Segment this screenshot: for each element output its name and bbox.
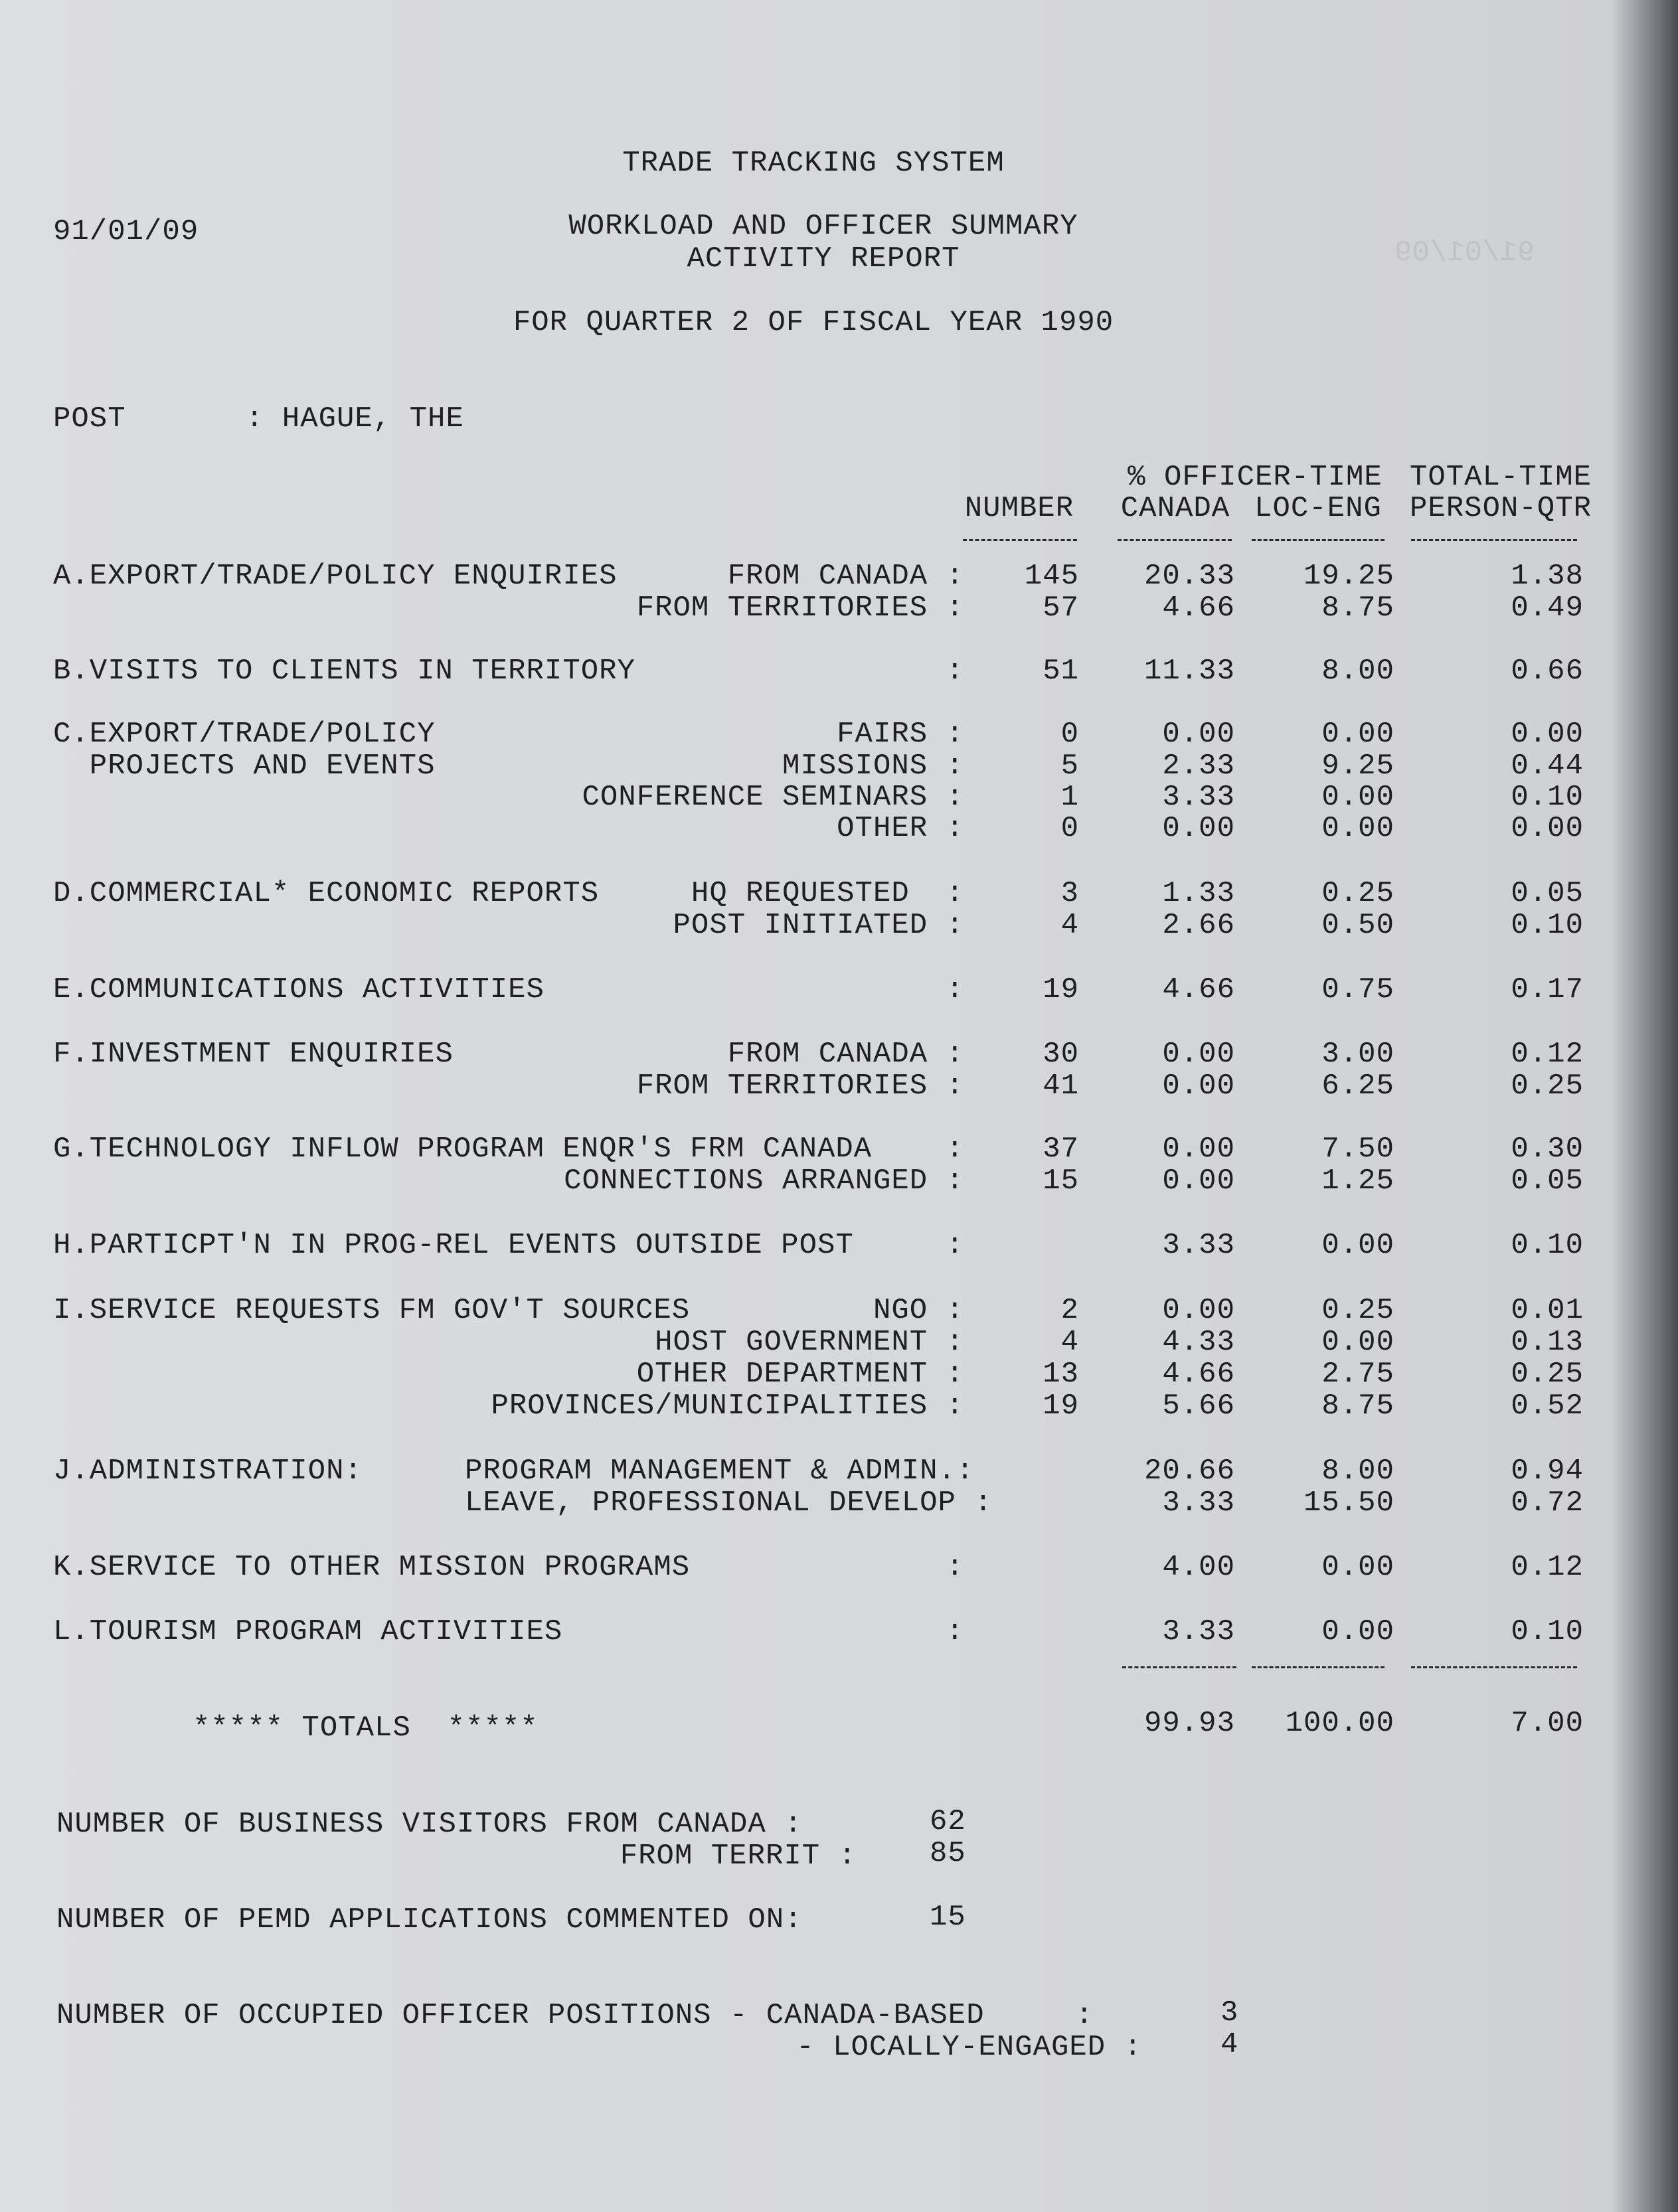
header-rule-canada xyxy=(1118,539,1232,541)
row-label: J.ADMINISTRATION: xyxy=(53,1455,363,1488)
row-number: 19 xyxy=(1043,973,1079,1006)
business-visitors-territ: 85 xyxy=(930,1837,966,1870)
officer-positions-local-label: - LOCALLY-ENGAGED : xyxy=(796,2031,1142,2064)
header-rule-person-qtr xyxy=(1411,539,1577,541)
row-loc-eng-pct: 6.25 xyxy=(1321,1069,1394,1103)
row-loc-eng-pct: 0.25 xyxy=(1321,877,1394,910)
report-period: FOR QUARTER 2 OF FISCAL YEAR 1990 xyxy=(513,306,1114,339)
row-loc-eng-pct: 0.75 xyxy=(1321,973,1394,1006)
row-sublabel: PROGRAM MANAGEMENT & ADMIN.: xyxy=(465,1455,975,1488)
business-visitors-label: NUMBER OF BUSINESS VISITORS FROM CANADA : xyxy=(56,1808,803,1841)
row-label: PROJECTS AND EVENTS xyxy=(53,750,436,783)
row-loc-eng-pct: 9.25 xyxy=(1321,750,1394,783)
business-visitors-canada: 62 xyxy=(930,1805,966,1838)
row-number: 57 xyxy=(1043,592,1079,625)
row-loc-eng-pct: 0.00 xyxy=(1321,1326,1394,1359)
row-number: 2 xyxy=(1060,1294,1079,1327)
bleed-through: 91/01/09 xyxy=(1394,236,1535,270)
row-sublabel: : xyxy=(946,1551,964,1584)
row-sublabel: : xyxy=(946,1133,964,1166)
row-number: 13 xyxy=(1043,1358,1079,1391)
row-person-qtr: 0.17 xyxy=(1511,973,1584,1006)
row-label: C.EXPORT/TRADE/POLICY xyxy=(53,718,436,751)
totals-canada: 99.93 xyxy=(1143,1707,1235,1740)
officer-positions-canada: 3 xyxy=(1220,1996,1239,2029)
row-canada-pct: 0.00 xyxy=(1162,1069,1235,1103)
col-group-total-time: TOTAL-TIME xyxy=(1409,461,1592,494)
row-canada-pct: 0.00 xyxy=(1162,1133,1235,1166)
row-canada-pct: 5.66 xyxy=(1162,1389,1235,1423)
row-canada-pct: 20.33 xyxy=(1143,560,1235,593)
row-sublabel: FAIRS : xyxy=(837,718,964,751)
row-sublabel: FROM CANADA : xyxy=(727,560,964,593)
row-person-qtr: 0.49 xyxy=(1511,592,1584,625)
row-canada-pct: 4.66 xyxy=(1162,592,1235,625)
row-person-qtr: 0.44 xyxy=(1511,750,1584,783)
row-person-qtr: 0.25 xyxy=(1511,1069,1584,1103)
row-canada-pct: 20.66 xyxy=(1143,1455,1235,1488)
row-sublabel: : xyxy=(946,973,964,1006)
row-loc-eng-pct: 1.25 xyxy=(1321,1164,1394,1198)
row-sublabel: PROVINCES/MUNICIPALITIES : xyxy=(491,1389,964,1423)
row-person-qtr: 0.72 xyxy=(1511,1486,1584,1520)
row-loc-eng-pct: 3.00 xyxy=(1321,1038,1394,1071)
row-number: 37 xyxy=(1043,1133,1079,1166)
row-loc-eng-pct: 15.50 xyxy=(1303,1486,1394,1520)
row-person-qtr: 0.12 xyxy=(1511,1038,1584,1071)
row-person-qtr: 0.01 xyxy=(1511,1294,1584,1327)
row-label: B.VISITS TO CLIENTS IN TERRITORY xyxy=(53,655,635,688)
row-canada-pct: 0.00 xyxy=(1162,1164,1235,1198)
row-person-qtr: 0.10 xyxy=(1511,1229,1584,1262)
row-sublabel: : xyxy=(946,1615,964,1648)
row-canada-pct: 4.00 xyxy=(1162,1551,1235,1584)
report-title: WORKLOAD AND OFFICER SUMMARY xyxy=(568,210,1078,243)
business-visitors-territ-label: FROM TERRIT : xyxy=(620,1840,857,1873)
row-canada-pct: 2.33 xyxy=(1162,750,1235,783)
totals-person-qtr: 7.00 xyxy=(1511,1707,1584,1740)
row-label: G.TECHNOLOGY INFLOW PROGRAM ENQR'S FRM CANADA xyxy=(53,1133,873,1166)
row-number: 3 xyxy=(1060,877,1079,910)
row-label: H.PARTICPT'N IN PROG-REL EVENTS OUTSIDE POST xyxy=(53,1229,854,1262)
row-loc-eng-pct: 7.50 xyxy=(1321,1133,1394,1166)
row-sublabel: OTHER : xyxy=(837,812,964,845)
pemd-label: NUMBER OF PEMD APPLICATIONS COMMENTED ON: xyxy=(56,1903,803,1936)
row-label: L.TOURISM PROGRAM ACTIVITIES xyxy=(53,1615,563,1648)
post-value: : HAGUE, THE xyxy=(246,402,464,435)
row-sublabel: FROM TERRITORIES : xyxy=(636,1069,964,1103)
row-canada-pct: 3.33 xyxy=(1162,781,1235,814)
row-loc-eng-pct: 19.25 xyxy=(1303,560,1394,593)
row-label: I.SERVICE REQUESTS FM GOV'T SOURCES xyxy=(53,1294,691,1327)
row-canada-pct: 4.66 xyxy=(1162,1358,1235,1391)
post-label: POST xyxy=(53,402,126,435)
row-sublabel: NGO : xyxy=(873,1294,964,1327)
report-date: 91/01/09 xyxy=(53,215,199,248)
row-sublabel: CONFERENCE SEMINARS : xyxy=(582,781,964,814)
col-person-qtr: PERSON-QTR xyxy=(1409,492,1592,525)
row-sublabel: : xyxy=(946,655,964,688)
row-number: 145 xyxy=(1024,560,1079,593)
row-number: 4 xyxy=(1060,909,1079,942)
row-number: 1 xyxy=(1060,781,1079,814)
row-canada-pct: 3.33 xyxy=(1162,1486,1235,1520)
row-person-qtr: 0.30 xyxy=(1511,1133,1584,1166)
row-sublabel: OTHER DEPARTMENT : xyxy=(636,1358,964,1391)
row-sublabel: FROM CANADA : xyxy=(727,1038,964,1071)
row-label: E.COMMUNICATIONS ACTIVITIES xyxy=(53,973,545,1006)
row-number: 30 xyxy=(1043,1038,1079,1071)
row-person-qtr: 0.00 xyxy=(1511,812,1584,845)
row-loc-eng-pct: 0.00 xyxy=(1321,1615,1394,1648)
totals-label: ***** TOTALS ***** xyxy=(193,1711,539,1745)
row-canada-pct: 1.33 xyxy=(1162,877,1235,910)
row-sublabel: : xyxy=(946,1229,964,1262)
total-rule-person-qtr xyxy=(1411,1666,1577,1668)
row-loc-eng-pct: 8.00 xyxy=(1321,655,1394,688)
row-canada-pct: 11.33 xyxy=(1143,655,1235,688)
col-group-officer-time: % OFFICER-TIME xyxy=(1128,461,1383,494)
row-person-qtr: 0.94 xyxy=(1511,1455,1584,1488)
col-loc-eng: LOC-ENG xyxy=(1254,492,1382,525)
total-rule-canada xyxy=(1122,1666,1236,1668)
row-label: D.COMMERCIAL* ECONOMIC REPORTS xyxy=(53,877,600,910)
row-canada-pct: 0.00 xyxy=(1162,812,1235,845)
row-loc-eng-pct: 8.75 xyxy=(1321,1389,1394,1423)
row-number: 15 xyxy=(1043,1164,1079,1198)
row-label: A.EXPORT/TRADE/POLICY ENQUIRIES xyxy=(53,560,618,593)
report-subtitle: ACTIVITY REPORT xyxy=(687,242,960,276)
row-label: K.SERVICE TO OTHER MISSION PROGRAMS xyxy=(53,1551,691,1584)
row-sublabel: HOST GOVERNMENT : xyxy=(655,1326,964,1359)
row-loc-eng-pct: 0.00 xyxy=(1321,1229,1394,1262)
row-canada-pct: 2.66 xyxy=(1162,909,1235,942)
col-canada: CANADA xyxy=(1120,492,1230,525)
row-loc-eng-pct: 2.75 xyxy=(1321,1358,1394,1391)
row-sublabel: MISSIONS : xyxy=(782,750,964,783)
row-canada-pct: 0.00 xyxy=(1162,1038,1235,1071)
row-person-qtr: 0.10 xyxy=(1511,909,1584,942)
totals-loc-eng: 100.00 xyxy=(1285,1707,1394,1740)
row-person-qtr: 0.52 xyxy=(1511,1389,1584,1423)
row-sublabel: HQ REQUESTED : xyxy=(691,877,964,910)
officer-positions-local: 4 xyxy=(1220,2028,1239,2061)
row-person-qtr: 0.05 xyxy=(1511,877,1584,910)
col-number: NUMBER xyxy=(964,492,1074,525)
row-number: 0 xyxy=(1060,718,1079,751)
row-person-qtr: 0.00 xyxy=(1511,718,1584,751)
officer-positions-label: NUMBER OF OCCUPIED OFFICER POSITIONS - CANADA-BASED : xyxy=(56,1999,1094,2032)
row-sublabel: CONNECTIONS ARRANGED : xyxy=(564,1164,964,1198)
row-person-qtr: 0.10 xyxy=(1511,1615,1584,1648)
row-person-qtr: 0.12 xyxy=(1511,1551,1584,1584)
row-loc-eng-pct: 0.00 xyxy=(1321,812,1394,845)
row-person-qtr: 0.66 xyxy=(1511,655,1584,688)
row-canada-pct: 3.33 xyxy=(1162,1229,1235,1262)
row-label: F.INVESTMENT ENQUIRIES xyxy=(53,1038,454,1071)
row-number: 4 xyxy=(1060,1326,1079,1359)
row-sublabel: LEAVE, PROFESSIONAL DEVELOP : xyxy=(465,1486,993,1520)
row-person-qtr: 0.13 xyxy=(1511,1326,1584,1359)
header-rule-number xyxy=(963,539,1077,541)
row-number: 0 xyxy=(1060,812,1079,845)
row-number: 41 xyxy=(1043,1069,1079,1103)
row-loc-eng-pct: 0.25 xyxy=(1321,1294,1394,1327)
row-person-qtr: 1.38 xyxy=(1511,560,1584,593)
row-canada-pct: 0.00 xyxy=(1162,718,1235,751)
row-loc-eng-pct: 8.00 xyxy=(1321,1455,1394,1488)
pemd-value: 15 xyxy=(930,1901,966,1934)
row-loc-eng-pct: 0.00 xyxy=(1321,1551,1394,1584)
row-loc-eng-pct: 8.75 xyxy=(1321,592,1394,625)
total-rule-loc-eng xyxy=(1252,1666,1384,1668)
row-person-qtr: 0.05 xyxy=(1511,1164,1584,1198)
row-canada-pct: 4.33 xyxy=(1162,1326,1235,1359)
row-number: 19 xyxy=(1043,1389,1079,1423)
row-canada-pct: 0.00 xyxy=(1162,1294,1235,1327)
row-sublabel: POST INITIATED : xyxy=(673,909,964,942)
row-loc-eng-pct: 0.50 xyxy=(1321,909,1394,942)
row-person-qtr: 0.25 xyxy=(1511,1358,1584,1391)
row-number: 5 xyxy=(1060,750,1079,783)
row-sublabel: FROM TERRITORIES : xyxy=(636,592,964,625)
row-number: 51 xyxy=(1043,655,1079,688)
header-rule-loc-eng xyxy=(1252,539,1384,541)
row-loc-eng-pct: 0.00 xyxy=(1321,781,1394,814)
system-title: TRADE TRACKING SYSTEM xyxy=(622,147,1005,180)
row-person-qtr: 0.10 xyxy=(1511,781,1584,814)
row-canada-pct: 3.33 xyxy=(1162,1615,1235,1648)
row-loc-eng-pct: 0.00 xyxy=(1321,718,1394,751)
row-canada-pct: 4.66 xyxy=(1162,973,1235,1006)
